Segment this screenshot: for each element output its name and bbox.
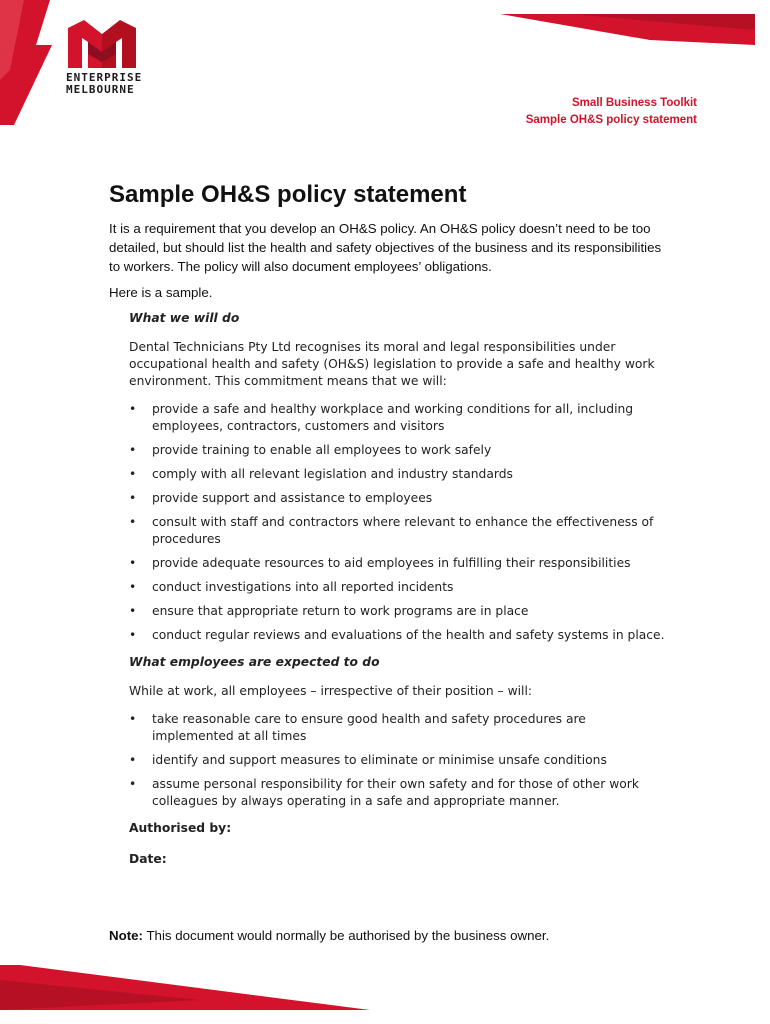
running-header [526,95,697,129]
list-item [129,442,669,459]
page-title: Sample OH&S policy statement [109,181,467,208]
list-item [129,579,669,596]
list-item [129,555,669,572]
bullet: • [129,402,137,416]
authorised-by-label: Authorised by: [129,821,232,835]
red-corner-decoration-top-right [490,0,770,50]
list-item-text: consult with staff and contractors where relevant to enhance the effectiveness of procedures [152,515,654,546]
list-item-text: provide a safe and healthy workplace and working conditions for all, including employees, contractors, customers and visitors [152,402,634,433]
red-corner-decoration-top-left [0,0,60,130]
intro [109,219,669,309]
red-corner-decoration-bottom-left [0,955,380,1024]
bullet: • [129,712,137,726]
note [109,928,549,943]
intro-paragraph-1: It is a requirement that you develop an OH&S policy. An OH&S policy doesn’t need to be too detailed, but should list the health and safety objectives of the business and its responsibilities to workers. The policy will also document employees’ obligations. [109,221,662,274]
note-text: This document would normally be authorised by the business owner. [142,928,550,943]
sample-policy [129,310,669,868]
bullet: • [129,491,137,505]
list-item [129,466,669,483]
bullet: • [129,604,137,618]
header-doc-title: Sample OH&S policy statement [525,114,697,126]
list-item-text: provide training to enable all employees to work safely [152,443,492,457]
logo-line1: ENTERPRISE [66,71,143,84]
section1-list [129,401,669,644]
enterprise-melbourne-logo-icon [64,18,148,70]
section-heading-what-we-will-do: What we will do [129,311,240,325]
list-item [129,401,669,435]
list-item-text: take reasonable care to ensure good health and safety procedures are implemented at all times [152,712,586,743]
bullet: • [129,515,137,529]
list-item-text: provide support and assistance to employees [152,491,433,505]
list-item-text: identify and support measures to eliminate or minimise unsafe conditions [152,753,607,767]
list-item [129,603,669,620]
list-item [129,627,669,644]
intro-paragraph-2: Here is a sample. [109,285,213,300]
bullet: • [129,628,137,642]
list-item-text: assume personal responsibility for their own safety and for those of other work colleagues by always operating in a safe and appropriate manner. [152,777,639,808]
note-label: Note: [109,928,143,943]
section1-lead: Dental Technicians Pty Ltd recognises its moral and legal responsibilities under occupational health and safety (OH&S) legislation to provide a safe and healthy work environment. This commitment means that we will: [129,340,655,388]
list-item [129,514,669,548]
bullet: • [129,777,137,791]
bullet: • [129,556,137,570]
bullet: • [129,753,137,767]
list-item-text: comply with all relevant legislation and industry standards [152,467,513,481]
bullet: • [129,467,137,481]
logo-wordmark [66,72,142,96]
logo-line2: MELBOURNE [66,83,135,96]
list-item-text: ensure that appropriate return to work programs are in place [152,604,529,618]
list-item [129,776,669,810]
bullet: • [129,443,137,457]
section-heading-employees: What employees are expected to do [129,655,380,669]
list-item [129,711,669,745]
section2-list [129,711,669,810]
bullet: • [129,580,137,594]
header-toolkit: Small Business Toolkit [571,97,697,109]
section2-lead: While at work, all employees – irrespective of their position – will: [129,684,533,698]
list-item-text: conduct regular reviews and evaluations of the health and safety systems in place. [152,628,665,642]
list-item [129,752,669,769]
list-item [129,490,669,507]
list-item-text: conduct investigations into all reported incidents [152,580,454,594]
list-item-text: provide adequate resources to aid employees in fulfilling their responsibilities [152,556,631,570]
date-label: Date: [129,852,167,866]
